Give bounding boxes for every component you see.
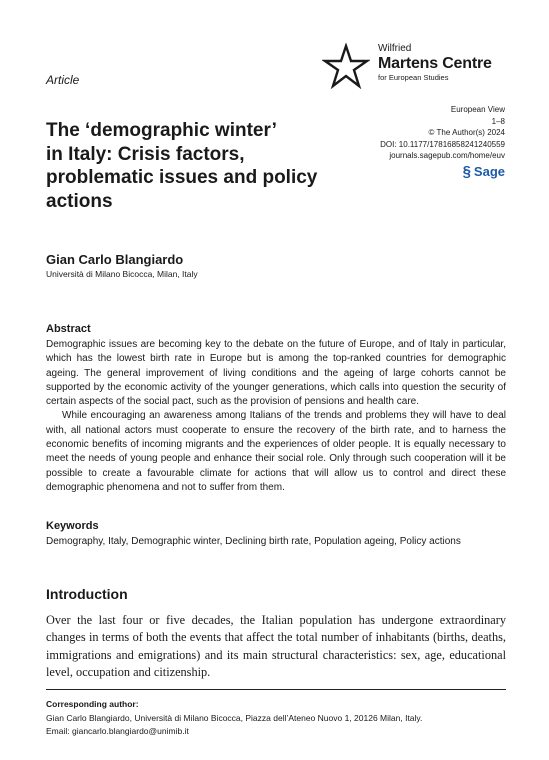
title-line-2: in Italy: Crisis factors, [46, 143, 245, 165]
corresponding-author-heading: Corresponding author: [46, 699, 139, 709]
page-range: 1–8 [491, 116, 505, 126]
sage-publisher-logo [463, 163, 505, 180]
logo-line-wilfried: Wilfried [378, 43, 412, 54]
journal-url[interactable]: journals.sagepub.com/home/euv [389, 151, 505, 160]
sage-s-icon: § [462, 163, 471, 180]
abstract-body [46, 338, 506, 495]
article-title [46, 119, 346, 213]
doi: DOI: 10.1177/17816858241240559 [380, 139, 505, 149]
star-figure-icon [322, 43, 370, 91]
corresponding-author-email[interactable]: Email: giancarlo.blangiardo@unimib.it [46, 726, 189, 736]
logo-line-european-studies: for European Studies [378, 73, 449, 82]
title-line-1: The ‘demographic winter’ [46, 120, 277, 141]
abstract-paragraph-2: While encouraging an awareness among Italians of the trends and problems they will have to deal with, all national actors must cooperate to ensure the recovery of the birth rate, and to harness the economic benefits of incoming migrants and the experiences of older people. It is equally necessary to meet the needs of young people and enhance their social role. Only through such cooperation will it be possible to create a favourable climate for actions that will allow us to control and direct these demographic phenomena and not to suffer from them. [46, 410, 506, 493]
journal-meta [380, 104, 505, 162]
copyright: © The Author(s) 2024 [428, 128, 505, 137]
publisher-name: Sage [473, 164, 505, 179]
author-affiliation: Università di Milano Bicocca, Milan, Italy [46, 269, 198, 279]
keywords-list: Demography, Italy, Demographic winter, Declining birth rate, Population ageing, Policy actions [46, 536, 461, 547]
title-line-4: actions [46, 190, 113, 212]
footnote-divider [46, 689, 506, 690]
martens-centre-logo [322, 43, 512, 93]
keywords-heading: Keywords [46, 520, 99, 532]
abstract-paragraph-1: Demographic issues are becoming key to the debate on the future of Europe, and of Italy in particular, which has the lowest birth rate in Europe but is among the top-ranked countries for demographic ageing. The general improvement of living conditions and the ageing of large cohorts cannot be supported by the economic activity of the younger generations, which calls into question the security of certain aspects of the social pact, such as the provision of pensions and health care. [46, 339, 506, 408]
corresponding-author-address: Gian Carlo Blangiardo, Università di Milano Bicocca, Piazza dell’Ateneo Nuovo 1, 20126 Milan, Italy. [46, 713, 423, 723]
introduction-heading: Introduction [46, 586, 128, 602]
title-line-3: problematic issues and policy [46, 167, 318, 188]
journal-name: European View [450, 105, 505, 114]
abstract-heading: Abstract [46, 323, 91, 335]
introduction-paragraph: Over the last four or five decades, the Italian population has undergone extraordinary changes in terms of both the events that affect the total number of inhabitants (births, deaths, immigrations and emigrations) and its main structural characteristics: sex, age, educational level, occupation and citizenship. [46, 613, 506, 680]
logo-line-martens-centre: Martens Centre [378, 55, 492, 72]
author-name: Gian Carlo Blangiardo [46, 252, 184, 267]
article-type-label: Article [46, 73, 80, 87]
